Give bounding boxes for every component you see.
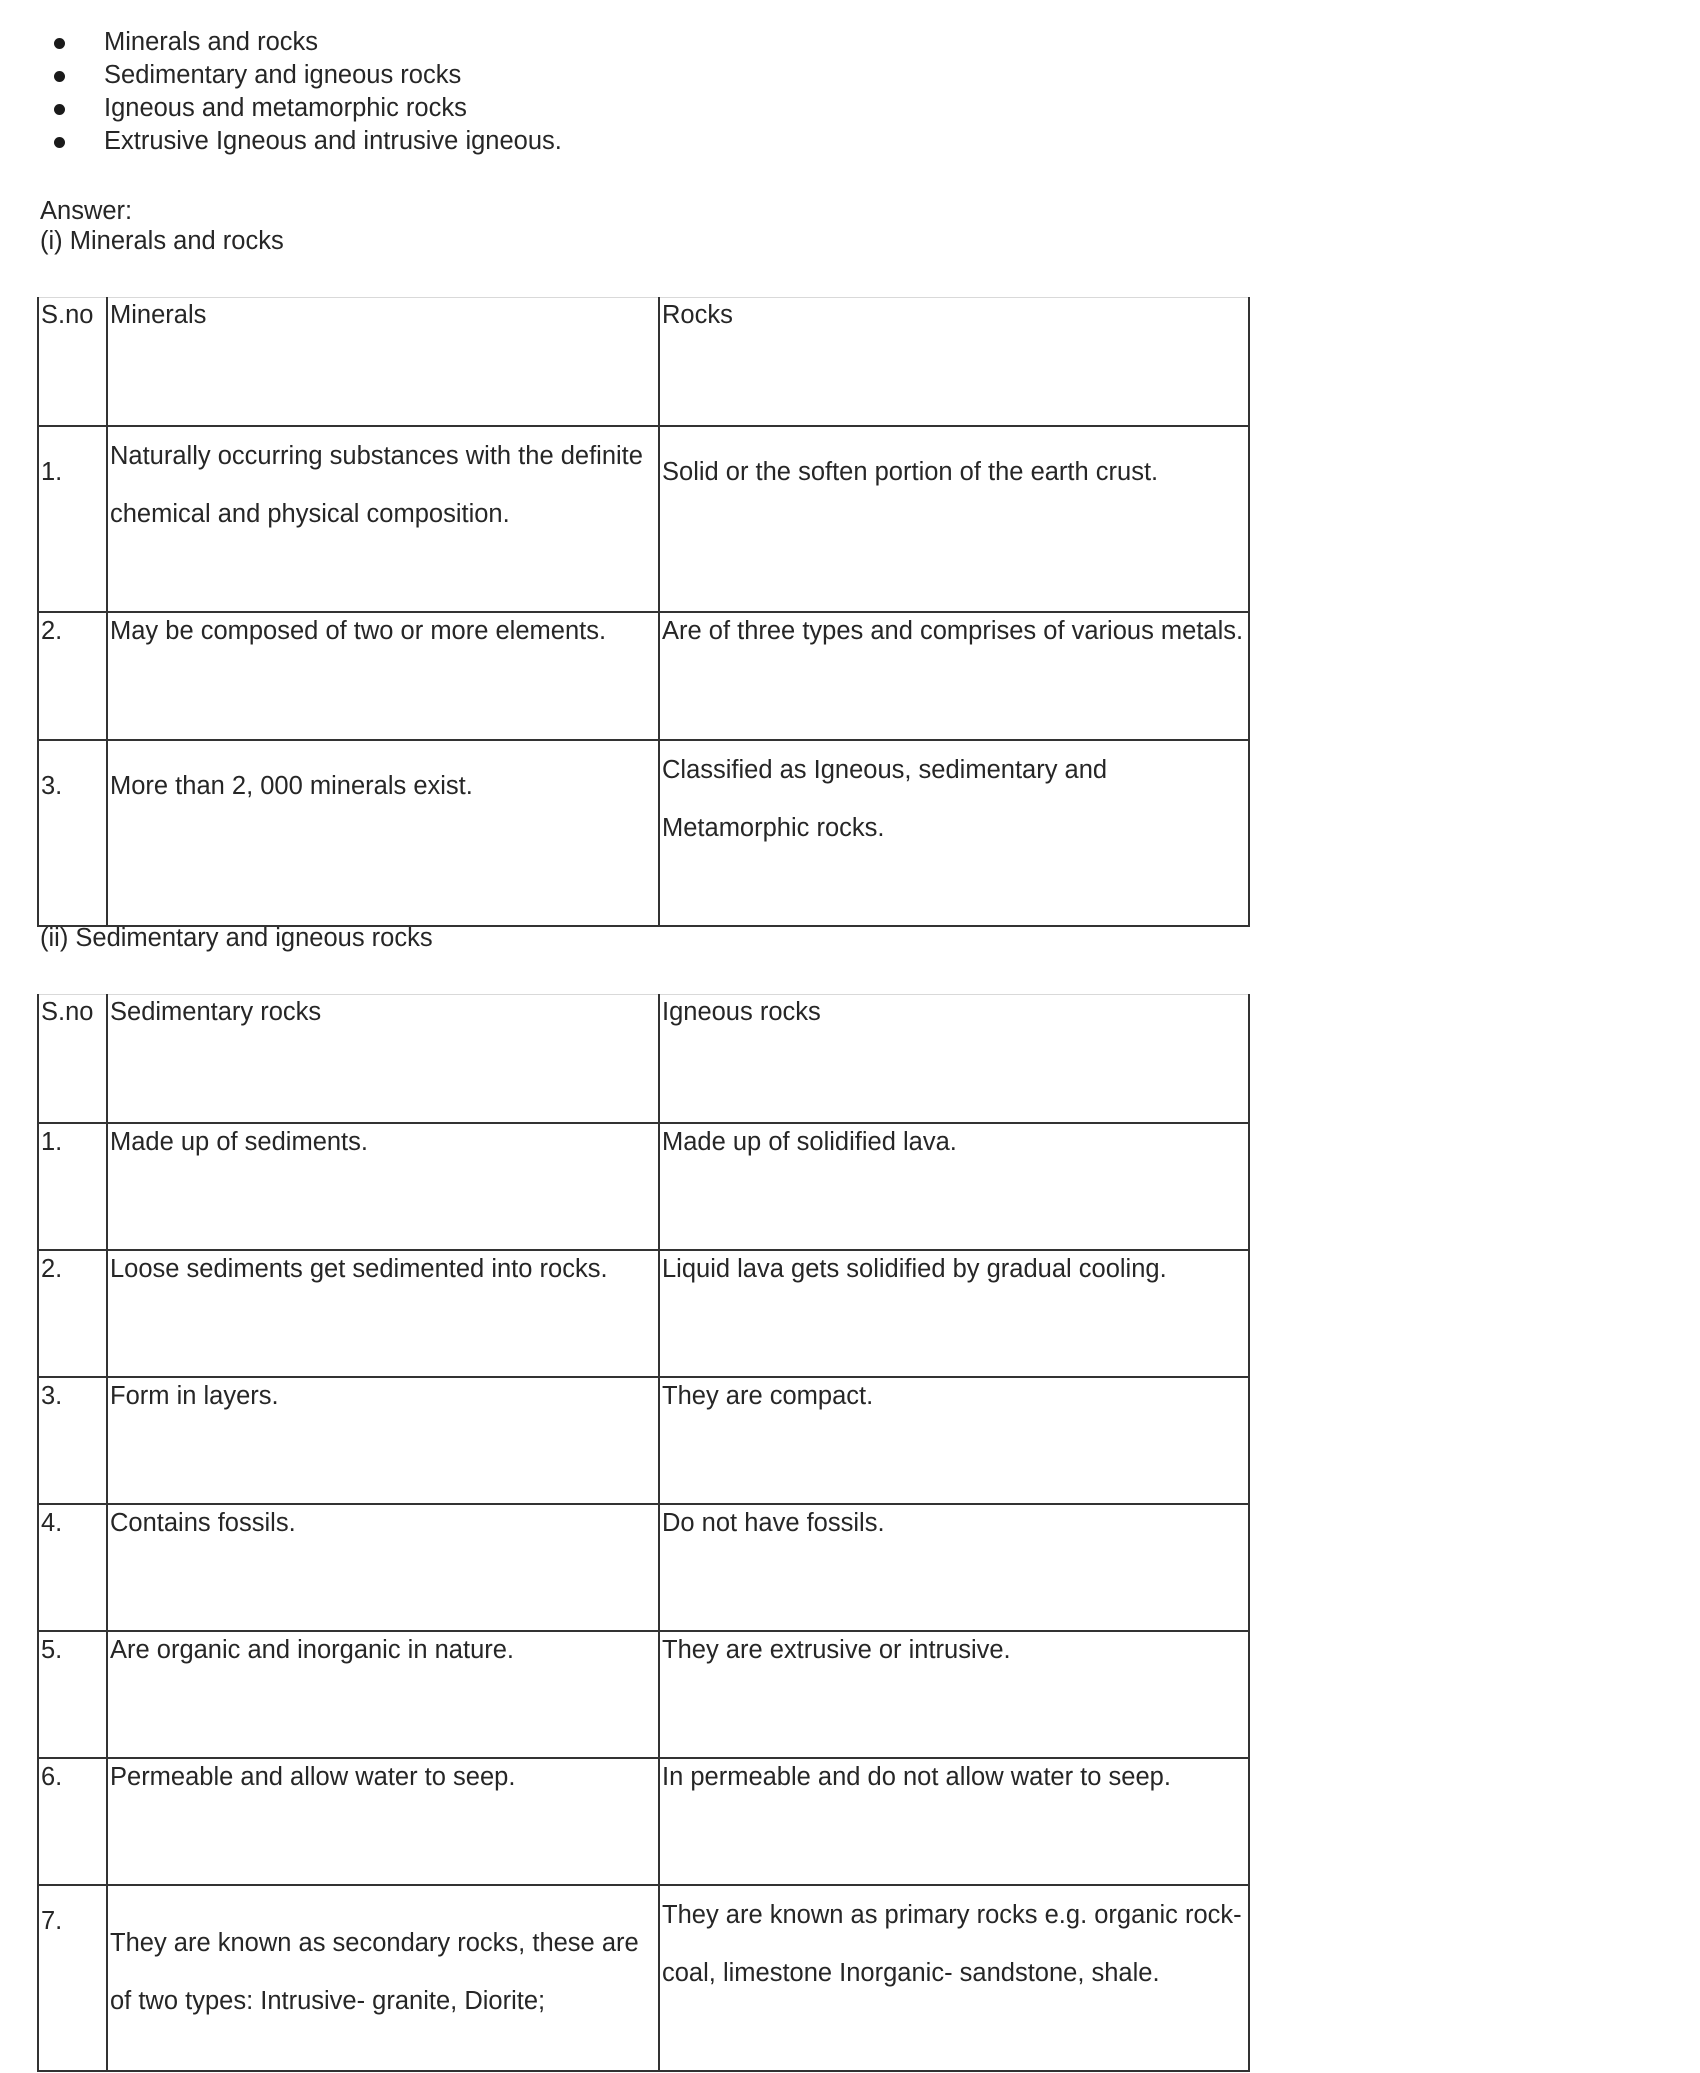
- row-number: 2.: [38, 1250, 107, 1377]
- header-rocks: Rocks: [659, 298, 1249, 426]
- rocks-cell: Solid or the soften portion of the earth crust.: [659, 426, 1249, 612]
- bullet-text: Minerals and rocks: [104, 28, 318, 56]
- row-number: 5.: [38, 1631, 107, 1758]
- header-minerals: Minerals: [107, 298, 659, 426]
- section-title-sedimentary-igneous: (ii) Sedimentary and igneous rocks: [40, 924, 433, 952]
- header-sno: S.no: [38, 298, 107, 426]
- list-item: [0, 59, 562, 92]
- bullet-dot: [54, 104, 65, 115]
- minerals-cell: Naturally occurring substances with the definite chemical and physical composition.: [107, 426, 659, 612]
- table-header-row: [38, 298, 1249, 426]
- table-row: [38, 426, 1249, 612]
- sedimentary-cell: Made up of sediments.: [107, 1123, 659, 1250]
- list-item: [0, 125, 562, 158]
- row-number: 2.: [38, 612, 107, 740]
- igneous-cell: They are compact.: [659, 1377, 1249, 1504]
- row-number: 4.: [38, 1504, 107, 1631]
- bullet-dot: [54, 137, 65, 148]
- table-row: [38, 1250, 1249, 1377]
- list-item: [0, 92, 562, 125]
- answer-label: Answer:: [40, 197, 133, 225]
- igneous-cell: In permeable and do not allow water to seep.: [659, 1758, 1249, 1885]
- igneous-cell: Do not have fossils.: [659, 1504, 1249, 1631]
- row-number: 3.: [38, 740, 107, 926]
- table-row: [38, 1631, 1249, 1758]
- sedimentary-cell: Are organic and inorganic in nature.: [107, 1631, 659, 1758]
- bullet-list: [0, 26, 562, 158]
- rocks-cell: Classified as Igneous, sedimentary and Metamorphic rocks.: [659, 740, 1249, 926]
- table-row: [38, 1123, 1249, 1250]
- section-title-minerals-rocks: (i) Minerals and rocks: [40, 227, 284, 255]
- minerals-cell: More than 2, 000 minerals exist.: [107, 740, 659, 926]
- table-row: [38, 612, 1249, 740]
- table-row: [38, 740, 1249, 926]
- igneous-cell: Made up of solidified lava.: [659, 1123, 1249, 1250]
- row-number: 6.: [38, 1758, 107, 1885]
- sedimentary-cell: They are known as secondary rocks, these are of two types: Intrusive- granite, Diorite;: [107, 1885, 659, 2071]
- sedimentary-cell: Loose sediments get sedimented into rocks.: [107, 1250, 659, 1377]
- row-number: 7.: [38, 1885, 107, 2071]
- row-number: 1.: [38, 1123, 107, 1250]
- sedimentary-cell: Contains fossils.: [107, 1504, 659, 1631]
- header-igneous: Igneous rocks: [659, 995, 1249, 1123]
- sedimentary-igneous-table: [37, 994, 1250, 2072]
- igneous-cell: Liquid lava gets solidified by gradual cooling.: [659, 1250, 1249, 1377]
- bullet-text: Igneous and metamorphic rocks: [104, 94, 467, 122]
- table-header-row: [38, 995, 1249, 1123]
- header-sedimentary: Sedimentary rocks: [107, 995, 659, 1123]
- igneous-cell: They are known as primary rocks e.g. organic rock- coal, limestone Inorganic- sandstone, shale.: [659, 1885, 1249, 2071]
- minerals-cell: May be composed of two or more elements.: [107, 612, 659, 740]
- row-number: 3.: [38, 1377, 107, 1504]
- table-row: [38, 1885, 1249, 2071]
- bullet-dot: [54, 38, 65, 49]
- table-row: [38, 1504, 1249, 1631]
- sedimentary-cell: Permeable and allow water to seep.: [107, 1758, 659, 1885]
- table-row: [38, 1758, 1249, 1885]
- row-number: 1.: [38, 426, 107, 612]
- bullet-text: Extrusive Igneous and intrusive igneous.: [104, 127, 562, 155]
- sedimentary-cell: Form in layers.: [107, 1377, 659, 1504]
- header-sno: S.no: [38, 995, 107, 1123]
- minerals-rocks-table: [37, 297, 1250, 927]
- igneous-cell: They are extrusive or intrusive.: [659, 1631, 1249, 1758]
- table-row: [38, 1377, 1249, 1504]
- bullet-text: Sedimentary and igneous rocks: [104, 61, 462, 89]
- list-item: [0, 26, 562, 59]
- rocks-cell: Are of three types and comprises of various metals.: [659, 612, 1249, 740]
- bullet-dot: [54, 71, 65, 82]
